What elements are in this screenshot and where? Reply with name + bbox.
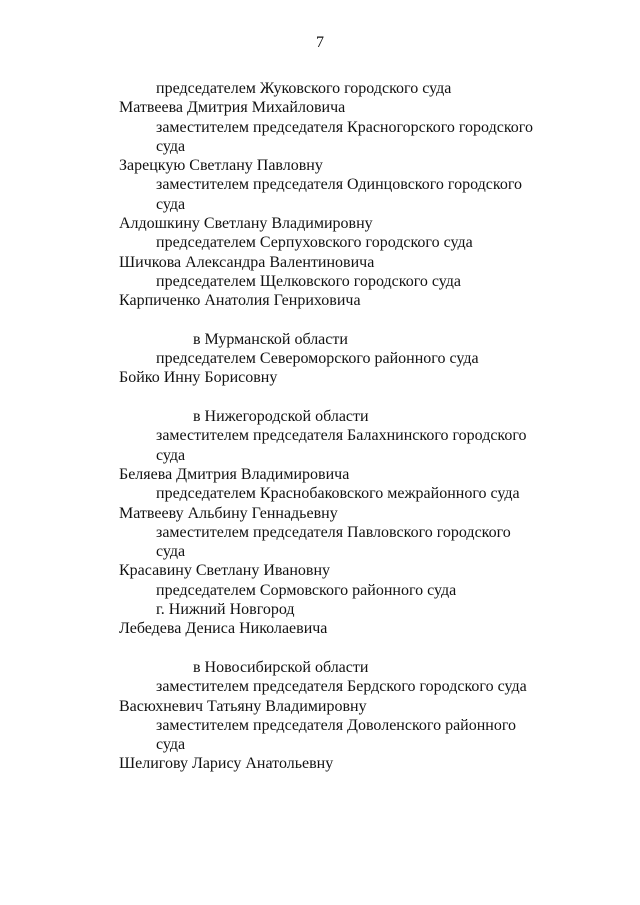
position-line: председателем Сормовского районного суда xyxy=(156,581,457,599)
position-line: г. Нижний Новгород xyxy=(156,601,295,619)
position-line: заместителем председателя Бердского городского суда xyxy=(156,678,527,696)
position-line: заместителем председателя Павловского городского xyxy=(156,523,511,541)
person-name-line: Беляева Дмитрия Владимировича xyxy=(119,465,350,483)
region-heading: в Мурманской области xyxy=(193,330,348,348)
person-name-line: Красавину Светлану Ивановну xyxy=(119,562,331,580)
position-line: заместителем председателя Балахнинского городского xyxy=(156,427,527,445)
person-name-line: Шелигову Ларису Анатольевну xyxy=(119,755,334,773)
person-name-line: Васюхневич Татьяну Владимировну xyxy=(119,697,367,715)
position-line: председателем Краснобаковского межрайонного суда xyxy=(156,485,520,503)
position-line: суда xyxy=(156,195,186,213)
person-name-line: Шичкова Александра Валентиновича xyxy=(119,253,375,271)
spacer xyxy=(0,388,640,407)
document-body xyxy=(0,79,640,774)
person-name-line: Алдошкину Светлану Владимировну xyxy=(119,215,373,233)
region-heading: в Нижегородской области xyxy=(193,408,369,426)
position-line: председателем Серпуховского городского суда xyxy=(156,234,473,252)
spacer xyxy=(0,311,640,330)
position-line: суда xyxy=(156,543,186,561)
position-line: суда xyxy=(156,736,186,754)
page-number: 7 xyxy=(316,34,324,51)
position-line: заместителем председателя Доволенского районного xyxy=(156,716,517,734)
position-line: суда xyxy=(156,137,186,155)
position-line: председателем Североморского районного суда xyxy=(156,350,479,368)
person-name-line: Карпиченко Анатолия Генриховича xyxy=(119,292,361,310)
position-line: председателем Щелковского городского суда xyxy=(156,272,461,290)
region-heading: в Новосибирской области xyxy=(193,658,369,676)
spacer xyxy=(0,639,640,658)
position-line: суда xyxy=(156,446,186,464)
person-name-line: Лебедева Дениса Николаевича xyxy=(119,620,328,638)
position-line: председателем Жуковского городского суда xyxy=(156,80,452,97)
person-name-line: Матвееву Альбину Геннадьевну xyxy=(119,504,338,522)
person-name-line: Зарецкую Светлану Павловну xyxy=(119,157,323,175)
person-name-line: Бойко Инну Борисовну xyxy=(119,369,278,387)
person-name-line: Матвеева Дмитрия Михайловича xyxy=(119,99,346,117)
position-line: заместителем председателя Одинцовского городского xyxy=(156,176,522,194)
position-line: заместителем председателя Красногорского городского xyxy=(156,118,533,136)
